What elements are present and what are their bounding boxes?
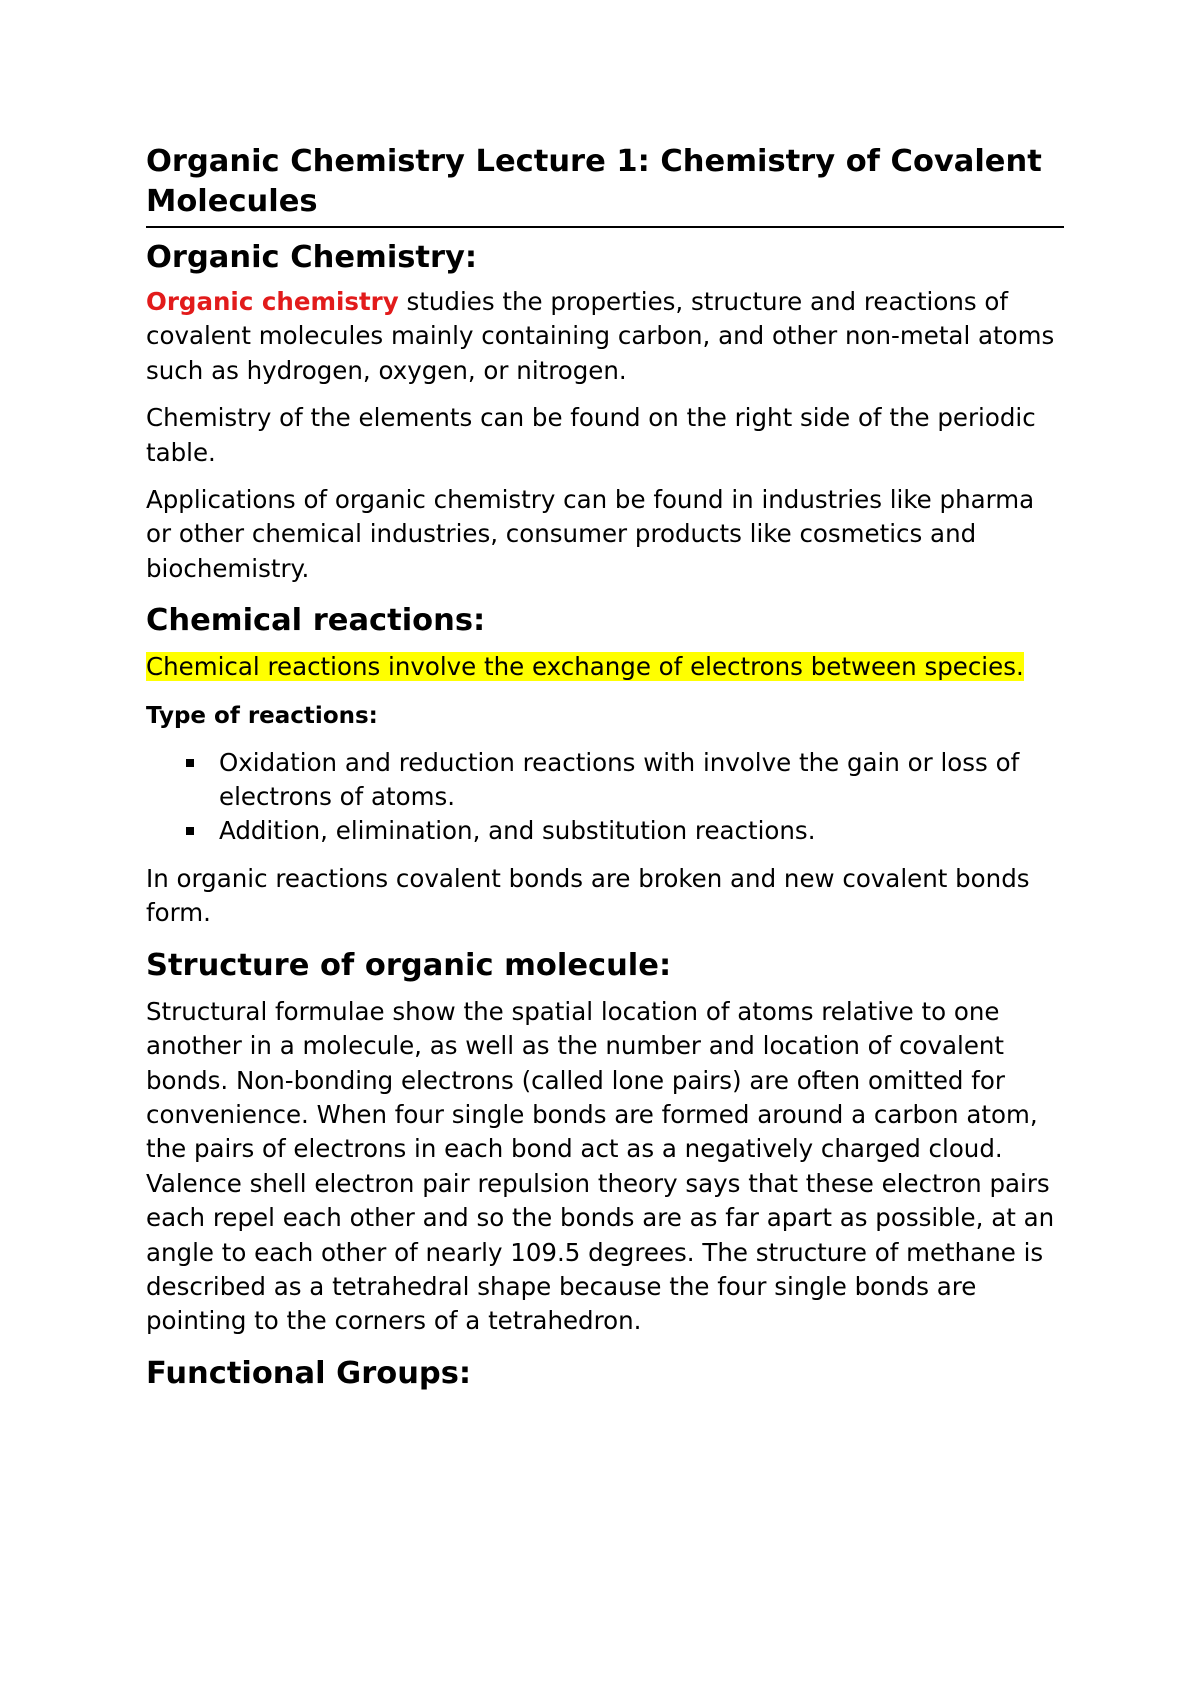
document-title: Organic Chemistry Lecture 1: Chemistry of Covalent Molecules: [146, 142, 1064, 228]
yellow-highlight-text: Chemical reactions involve the exchange of electrons between species.: [146, 652, 1024, 682]
list-item-text: Addition, elimination, and substitution reactions.: [219, 816, 816, 846]
square-bullet-icon: [186, 827, 194, 835]
section-heading-chemical-reactions: Chemical reactions:: [146, 603, 486, 639]
highlighted-statement: [146, 650, 1064, 684]
reaction-types-list: [146, 746, 1064, 849]
list-item: [146, 746, 1064, 815]
section-heading-organic-chemistry: Organic Chemistry:: [146, 240, 478, 275]
organic-chemistry-definition: [146, 285, 1064, 388]
list-item-text: Oxidation and reduction reactions with involve the gain or loss of electrons of atoms.: [219, 747, 1020, 812]
paragraph-covalent-bonds: In organic reactions covalent bonds are broken and new covalent bonds form.: [146, 863, 1030, 928]
highlighted-term: Organic chemistry: [146, 287, 399, 316]
paragraph-periodic-table: Chemistry of the elements can be found on the right side of the periodic table.: [146, 403, 1036, 467]
subheading-type-of-reactions: Type of reactions:: [146, 702, 378, 729]
paragraph-applications: Applications of organic chemistry can be found in industries like pharma or other chemical industries, consumer products like cosmetics and biochemistry.: [146, 485, 1035, 583]
list-item: [146, 814, 1064, 848]
paragraph-structure: Structural formulae show the spatial location of atoms relative to one another in a molecule, as well as the number and location of covalent bonds. Non-bonding electrons (called lone pairs) are often omitted for convenience. When four single bonds are formed around a carbon atom, the pairs of electrons in each bond act as a negatively charged cloud. Valence shell electron pair repulsion theory says that these electron pairs each repel each other and so the bonds are as far apart as possible, at an angle to each other of nearly 109.5 degrees. The structure of methane is described as a tetrahedral shape because the four single bonds are pointing to the corners of a tetrahedron.: [146, 996, 1055, 1336]
definition-text: studies the properties, structure and reactions of covalent molecules mainly containing carbon, and other non-metal atoms such as hydrogen, oxygen, or nitrogen.: [146, 287, 1055, 385]
square-bullet-icon: [186, 759, 194, 767]
document-page: [146, 142, 1064, 1394]
section-heading-structure: Structure of organic molecule:: [146, 947, 672, 983]
section-heading-functional-groups: Functional Groups:: [146, 1355, 472, 1391]
